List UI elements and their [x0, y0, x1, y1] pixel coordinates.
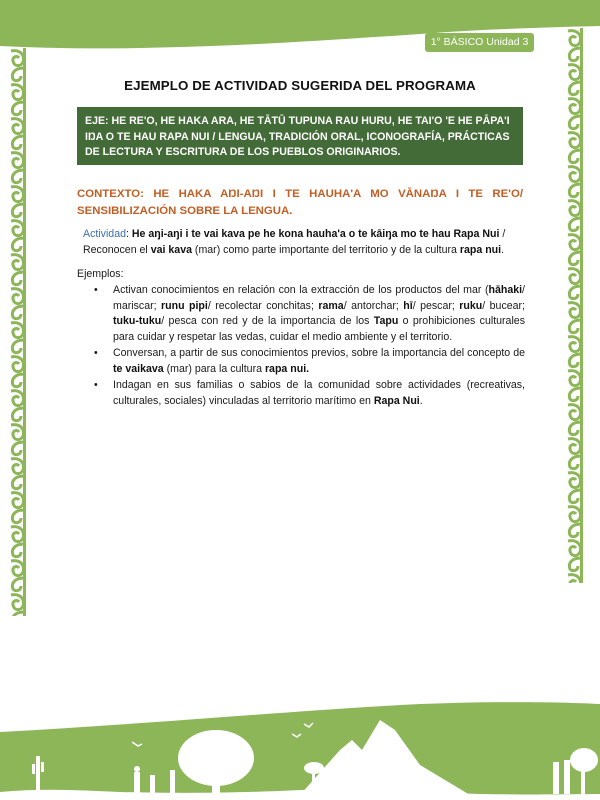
text-run: Conversan, a partir de sus conocimientos previos, sobre la importancia del concepto de — [113, 347, 525, 359]
bullet-icon: • — [94, 284, 98, 296]
ejemplos-label: Ejemplos: — [77, 268, 124, 280]
rapa-nui-pattern-border-left-icon — [9, 48, 26, 616]
text-run: / mariscar; — [113, 284, 525, 312]
actividad-title-rapanui: He aŋi-aŋi i te vai kava pe he kona hauha'a o te kāiŋa mo te hau Rapa Nui — [131, 228, 500, 240]
eje-box: EJE: HE RE'O, HE HAKA ARA, HE TĀTŪ TUPUNA RAU HURU, HE TAI'O 'E HE PĀPA'I IŊA O TE HAU RAPA NUI / LENGUA, TRADICIÓN ORAL, ICONOGRAFÍA, PRÁCTICAS DE LECTURA Y ESCRITURA DE LOS PUEBLOS ORIGINARIOS. — [77, 107, 523, 165]
text-run: Indagan en sus familias o sabios de la comunidad sobre actividades (recreativas, culturales, sociales) vinculadas al territorio marítimo en — [113, 379, 525, 407]
ejemplo-text — [113, 379, 525, 407]
bullet-icon: • — [94, 347, 98, 359]
actividad-label: Actividad — [83, 228, 126, 240]
ejemplo-text — [113, 284, 525, 343]
ejemplo-item-3 — [77, 378, 525, 409]
bold-term: Rapa Nui — [373, 394, 420, 407]
bold-term: rapa nui. — [264, 362, 310, 375]
ejemplo-text — [113, 347, 525, 375]
bold-term: te vaikava — [113, 362, 164, 375]
actividad-mid: (mar) como parte importante del territorio y de la cultura — [191, 243, 460, 256]
grade-unit-badge: 1° BÁSICO Unidad 3 — [425, 33, 534, 52]
text-run: / pesca con red y de la importancia de los — [161, 315, 374, 327]
page-title: EJEMPLO DE ACTIVIDAD SUGERIDA DEL PROGRAMA — [124, 78, 476, 93]
rapa-nui-pattern-border-right-icon — [566, 28, 583, 583]
text-run: / recolectar conchitas; — [207, 299, 319, 312]
text-run: Activan conocimientos en relación con la extracción de los productos del mar ( — [113, 284, 489, 296]
bold-term: runu pipi — [161, 299, 208, 312]
bold-term: rama — [318, 299, 344, 312]
bold-term: ruku — [459, 299, 483, 312]
actividad-colon: : — [126, 228, 132, 240]
text-run: / bucear; — [482, 299, 526, 312]
ejemplo-item-1 — [77, 283, 525, 345]
text-run: (mar) para la cultura — [163, 362, 265, 375]
text-run: o prohibiciones culturales para cuidar y respetar las vedas, cuidar el medio ambiente y el territorio. — [113, 315, 525, 343]
contexto-heading: CONTEXTO: HE HAKA AŊI-AŊI I TE HAUHA'A MO VĀNAŊA I TE RE'O/ SENSIBILIZACIÓN SOBRE LA LENGUA. — [77, 188, 523, 217]
landscape-silhouette-banner-icon — [0, 600, 600, 800]
ejemplos-list — [77, 283, 525, 410]
text-run: . — [419, 394, 423, 407]
text-run: / pescar; — [412, 299, 460, 312]
actividad-end: . — [501, 243, 505, 256]
term-rapa-nui: rapa nui — [459, 243, 502, 256]
bold-term: Tapu — [373, 315, 399, 327]
actividad-paragraph — [83, 227, 525, 258]
bold-term: hī — [403, 299, 413, 312]
bullet-icon: • — [94, 379, 98, 391]
ejemplo-item-2 — [77, 346, 525, 377]
text-run: / antorchar; — [343, 299, 404, 312]
term-vai-kava: vai kava — [150, 243, 192, 256]
bold-term: hāhaki — [488, 284, 523, 296]
actividad-separator: / Reconocen el — [83, 228, 506, 256]
bold-term: tuku-tuku — [113, 315, 162, 327]
